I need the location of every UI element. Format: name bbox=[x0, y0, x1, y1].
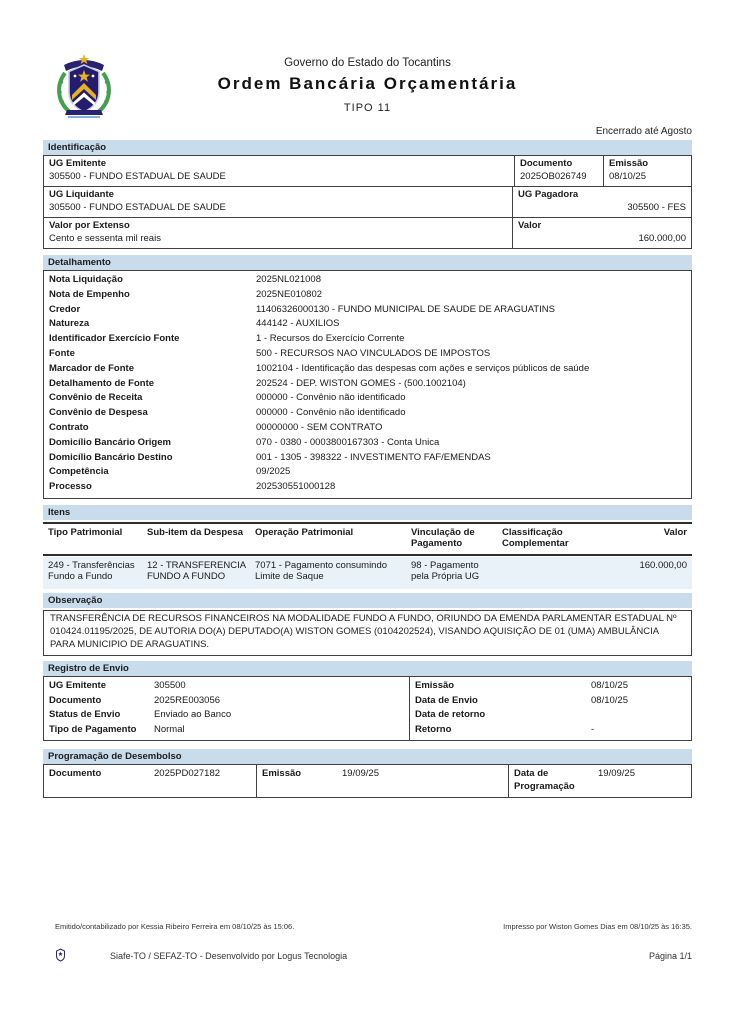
table-row bbox=[44, 723, 409, 738]
table-row bbox=[44, 406, 691, 421]
document-type: TIPO 11 bbox=[343, 102, 392, 114]
table-row bbox=[410, 694, 691, 709]
field-value: 08/10/25 bbox=[591, 694, 628, 706]
table-row bbox=[44, 218, 691, 248]
field-value: - bbox=[591, 723, 595, 735]
document-title: Ordem Bancária Orçamentária bbox=[217, 74, 518, 93]
ug-liquidante-cell bbox=[44, 187, 512, 217]
field-value: 202530551000128 bbox=[256, 481, 336, 493]
field-label: Convênio de Despesa bbox=[49, 407, 148, 419]
field-label: Documento bbox=[49, 694, 102, 706]
registro-envio-table bbox=[43, 676, 692, 741]
field-label: Domicílio Bancário Origem bbox=[49, 436, 171, 448]
field-label: Identificador Exercício Fonte bbox=[49, 333, 180, 345]
valor-extenso-cell bbox=[44, 218, 512, 248]
field-value: 000000 - Convênio não identificado bbox=[256, 392, 406, 404]
field-value: 2025RE003056 bbox=[154, 694, 221, 706]
column-header: Tipo Patrimonial bbox=[48, 526, 123, 538]
table-row bbox=[44, 391, 691, 406]
field-value: 2025PD027182 bbox=[154, 768, 221, 780]
field-value: 001 - 1305 - 398322 - INVESTIMENTO FAF/EMENDAS bbox=[256, 451, 491, 463]
field-label: UG Pagadora bbox=[518, 189, 579, 200]
footer-meta-line bbox=[55, 922, 692, 931]
ug-emitente-cell bbox=[44, 156, 514, 186]
field-value bbox=[591, 708, 691, 723]
pd-documento-cell bbox=[44, 765, 256, 797]
system-credit-text: Siafe-TO / SEFAZ-TO - Desenvolvido por Logus Tecnologia bbox=[110, 951, 348, 961]
field-value: 160.000,00 bbox=[638, 233, 686, 244]
field-label: Convênio de Receita bbox=[49, 392, 143, 404]
field-value: Normal bbox=[154, 723, 185, 735]
field-label: Nota de Empenho bbox=[49, 288, 130, 300]
emissao-cell bbox=[603, 156, 691, 186]
field-label: Emissão bbox=[415, 680, 455, 692]
field-label: Nota Liquidação bbox=[49, 274, 123, 285]
ug-pagadora-cell bbox=[512, 187, 691, 217]
documento-cell bbox=[514, 156, 603, 186]
cell-classificacao bbox=[502, 560, 583, 583]
field-label: Tipo de Pagamento bbox=[49, 723, 137, 735]
field-value: 11406326000130 - FUNDO MUNICIPAL DE SAUDE DE ARAGUATINS bbox=[256, 303, 556, 315]
field-value: 1002104 - Identificação das despesas com ações e serviços públicos de saúde bbox=[256, 362, 590, 374]
registro-envio-left bbox=[44, 677, 409, 740]
table-row bbox=[410, 708, 691, 723]
field-value: 444142 - AUXILIOS bbox=[256, 318, 340, 330]
pd-emissao-cell bbox=[256, 765, 508, 797]
cell-tipo-patrimonial: 249 - Transferências Fundo a Fundo bbox=[48, 559, 135, 583]
table-row bbox=[44, 288, 691, 303]
field-value: 08/10/25 bbox=[609, 171, 646, 182]
column-header: Classificação Complementar bbox=[502, 526, 569, 550]
cell-vinculacao: 98 - Pagamento pela Própria UG bbox=[411, 559, 480, 583]
field-value: 305500 - FUNDO ESTADUAL DE SAUDE bbox=[49, 171, 226, 182]
table-row bbox=[44, 465, 691, 480]
field-label: Processo bbox=[49, 481, 92, 493]
field-value: Enviado ao Banco bbox=[154, 709, 232, 721]
field-label: Status de Envio bbox=[49, 709, 121, 721]
itens-table bbox=[43, 522, 692, 589]
field-label: Documento bbox=[49, 768, 102, 780]
section-header-programacao-desembolso: Programação de Desembolso bbox=[43, 749, 692, 764]
field-value: 1 - Recursos do Exercício Corrente bbox=[256, 333, 405, 345]
field-value: 00000000 - SEM CONTRATO bbox=[256, 421, 383, 433]
table-row bbox=[44, 421, 691, 436]
printed-by-text: Impresso por Wiston Gomes Dias em 08/10/25 às 16:35. bbox=[503, 922, 692, 931]
cell-sub-item: 12 - TRANSFERENCIA FUNDO A FUNDO bbox=[147, 559, 246, 583]
field-value: 070 - 0380 - 0003800167303 - Conta Unica bbox=[256, 436, 440, 448]
page-number: Página 1/1 bbox=[648, 951, 692, 961]
field-label: Contrato bbox=[49, 421, 89, 433]
table-row bbox=[44, 694, 409, 709]
table-row bbox=[44, 347, 691, 362]
column-header: Vinculação de Pagamento bbox=[411, 526, 475, 550]
footer-bar bbox=[55, 946, 692, 966]
table-row bbox=[44, 362, 691, 377]
table-row bbox=[44, 317, 691, 332]
table-row bbox=[410, 723, 691, 738]
itens-header-row bbox=[43, 522, 692, 556]
field-label: Emissão bbox=[262, 768, 302, 780]
field-label: Documento bbox=[520, 158, 573, 169]
field-label: Valor bbox=[518, 220, 542, 231]
field-value: 305500 - FUNDO ESTADUAL DE SAUDE bbox=[49, 202, 226, 213]
section-header-observacao: Observação bbox=[43, 593, 692, 608]
detalhamento-table bbox=[43, 270, 692, 499]
field-value: 2025NL021008 bbox=[256, 274, 321, 285]
pd-data-programacao-cell bbox=[508, 765, 691, 797]
field-label: Data de Programação bbox=[514, 768, 575, 793]
table-row bbox=[44, 377, 691, 392]
field-label: Valor por Extenso bbox=[49, 220, 130, 231]
field-label: Fonte bbox=[49, 347, 75, 359]
identificacao-table bbox=[43, 155, 692, 249]
registro-envio-right bbox=[409, 677, 691, 740]
section-header-registro-envio: Registro de Envio bbox=[43, 661, 692, 676]
field-value: 09/2025 bbox=[256, 466, 291, 478]
cell-valor: 160.000,00 bbox=[639, 559, 687, 571]
table-row bbox=[44, 679, 409, 694]
field-value: 08/10/25 bbox=[591, 680, 628, 692]
field-label: Marcador de Fonte bbox=[49, 362, 134, 374]
government-name: Governo do Estado do Tocantins bbox=[284, 57, 451, 69]
table-row bbox=[44, 303, 691, 318]
section-header-identificacao: Identificação bbox=[43, 140, 692, 155]
field-label: Credor bbox=[49, 303, 81, 315]
table-row bbox=[44, 156, 691, 187]
field-value: 000000 - Convênio não identificado bbox=[256, 407, 406, 419]
field-value: 2025OB026749 bbox=[520, 171, 587, 182]
siafe-emblem-icon bbox=[55, 948, 66, 967]
table-row bbox=[44, 273, 691, 288]
observacao-text: TRANSFERÊNCIA DE RECURSOS FINANCEIROS NA MODALIDADE FUNDO A FUNDO, ORIUNDO DA EMENDA PARLAMENTAR ESTADUAL Nº 010424.01195/2025, DE AUTORIA DO(A) DEPUTADO(A) WISTON GOMES (0104202524), VISANDO AQUISIÇÃO DE 01 (UMA) AMBULÂNCIA PARA MUNICIPIO DE ARAGUATINS. bbox=[43, 610, 692, 656]
column-header: Valor bbox=[663, 526, 687, 538]
field-value: 305500 - FES bbox=[627, 202, 686, 213]
programacao-desembolso-table bbox=[43, 764, 692, 798]
field-value: 305500 bbox=[154, 680, 186, 692]
period-status-note: Encerrado até Agosto bbox=[595, 126, 692, 137]
valor-cell bbox=[512, 218, 691, 248]
field-label: Natureza bbox=[49, 318, 90, 330]
field-label: Data de retorno bbox=[415, 709, 486, 721]
field-label: Data de Envio bbox=[415, 694, 478, 706]
field-label: Retorno bbox=[415, 723, 452, 735]
field-value: 19/09/25 bbox=[598, 768, 635, 780]
field-value: 500 - RECURSOS NAO VINCULADOS DE IMPOSTOS bbox=[256, 347, 491, 359]
table-row bbox=[44, 436, 691, 451]
column-header: Sub-item da Despesa bbox=[147, 526, 244, 538]
cell-operacao: 7071 - Pagamento consumindo Limite de Saque bbox=[255, 559, 388, 583]
field-value: 202524 - DEP. WISTON GOMES - (500.1002104) bbox=[256, 377, 466, 389]
column-header: Operação Patrimonial bbox=[255, 526, 354, 538]
field-label: Competência bbox=[49, 466, 109, 478]
table-row bbox=[410, 679, 691, 694]
field-value: 2025NE010802 bbox=[256, 288, 323, 300]
field-label: Emissão bbox=[609, 158, 649, 169]
section-header-detalhamento: Detalhamento bbox=[43, 255, 692, 270]
itens-data-row bbox=[43, 557, 692, 589]
field-label: Domicílio Bancário Destino bbox=[49, 451, 173, 463]
field-value: Cento e sessenta mil reais bbox=[49, 233, 161, 244]
emitted-by-text: Emitido/contabilizado por Kessia Ribeiro Ferreira em 08/10/25 às 15:06. bbox=[55, 922, 295, 931]
document-page bbox=[43, 0, 692, 798]
table-row bbox=[44, 708, 409, 723]
table-row bbox=[44, 332, 691, 347]
field-value: 19/09/25 bbox=[342, 768, 379, 780]
table-row bbox=[44, 451, 691, 466]
table-row bbox=[44, 187, 691, 218]
table-row bbox=[44, 480, 691, 495]
section-header-itens: Itens bbox=[43, 505, 692, 520]
field-label: UG Liquidante bbox=[49, 189, 114, 200]
field-label: Detalhamento de Fonte bbox=[49, 377, 155, 389]
field-label: UG Emitente bbox=[49, 680, 107, 692]
field-label: UG Emitente bbox=[49, 158, 107, 169]
